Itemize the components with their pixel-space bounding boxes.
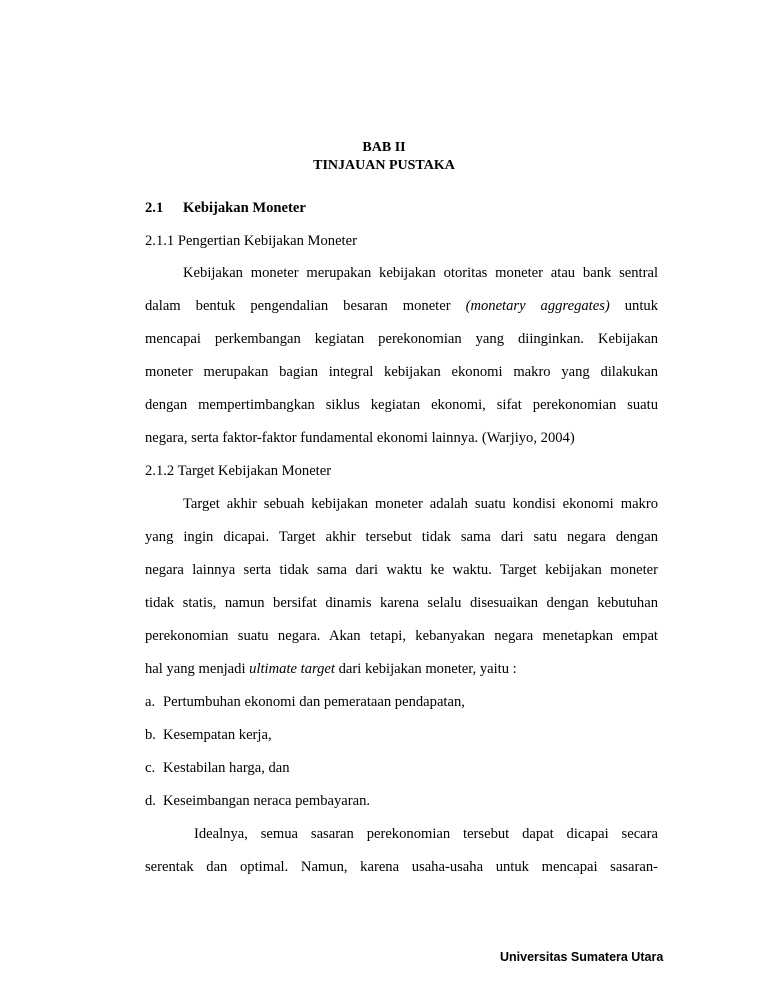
paragraph-line: negara, serta faktor-faktor fundamental ekonomi lainnya. (Warjiyo, 2004) — [145, 430, 575, 446]
chapter-title: TINJAUAN PUSTAKA — [313, 158, 455, 173]
list-marker: d. — [145, 793, 156, 809]
list-text: Pertumbuhan ekonomi dan pemerataan pendapatan, — [163, 694, 465, 710]
text-span: dalam bentuk pengendalian besaran moneter — [145, 298, 451, 314]
subsection-2-title: 2.1.2 Target Kebijakan Moneter — [145, 463, 332, 479]
text-span: hal yang menjadi — [145, 661, 250, 677]
list-text: Keseimbangan neraca pembayaran. — [163, 793, 371, 809]
list-text: Kesempatan kerja, — [163, 727, 272, 743]
list-item — [145, 727, 658, 744]
section-heading — [145, 200, 658, 217]
list-marker: c. — [145, 760, 156, 776]
text-span: untuk — [624, 298, 658, 314]
paragraph-line: Kebijakan moneter merupakan kebijakan otoritas moneter atau bank sentral — [183, 265, 658, 281]
paragraph-line: Target akhir sebuah kebijakan moneter adalah suatu kondisi ekonomi makro — [183, 496, 658, 512]
list-text: Kestabilan harga, dan — [163, 760, 290, 776]
paragraph-line: negara lainnya serta tidak sama dari waktu ke waktu. Target kebijakan moneter — [145, 562, 658, 578]
list-item — [145, 793, 658, 810]
paragraph-line: dengan mempertimbangkan siklus kegiatan ekonomi, sifat perekonomian suatu — [145, 397, 658, 413]
text-span: dari kebijakan moneter, yaitu : — [334, 661, 517, 677]
subsection-1-title: 2.1.1 Pengertian Kebijakan Moneter — [145, 233, 357, 249]
paragraph-line — [145, 298, 658, 315]
paragraph-line: moneter merupakan bagian integral kebijakan ekonomi makro yang dilakukan — [145, 364, 658, 380]
list-marker: b. — [145, 727, 156, 743]
list-marker: a. — [145, 694, 156, 710]
paragraph-line: mencapai perkembangan kegiatan perekonomian yang diinginkan. Kebijakan — [145, 331, 658, 347]
italic-term: (monetary aggregates) — [465, 298, 610, 314]
paragraph-line: yang ingin dicapai. Target akhir tersebut tidak sama dari satu negara dengan — [145, 529, 658, 545]
list-item — [145, 694, 658, 711]
list-item — [145, 760, 658, 777]
paragraph-line — [145, 661, 658, 678]
paragraph-line: Idealnya, semua sasaran perekonomian tersebut dapat dicapai secara — [194, 826, 658, 842]
paragraph-line: tidak statis, namun bersifat dinamis karena selalu disesuaikan dengan kebutuhan — [145, 595, 658, 611]
chapter-label: BAB II — [362, 140, 406, 155]
footer-university: Universitas Sumatera Utara — [500, 950, 664, 964]
paragraph-line: serentak dan optimal. Namun, karena usaha-usaha untuk mencapai sasaran- — [145, 859, 658, 875]
paragraph-line: perekonomian suatu negara. Akan tetapi, kebanyakan negara menetapkan empat — [145, 628, 658, 644]
section-title: Kebijakan Moneter — [183, 200, 306, 216]
italic-term: ultimate target — [249, 661, 335, 677]
section-number: 2.1 — [145, 200, 164, 216]
